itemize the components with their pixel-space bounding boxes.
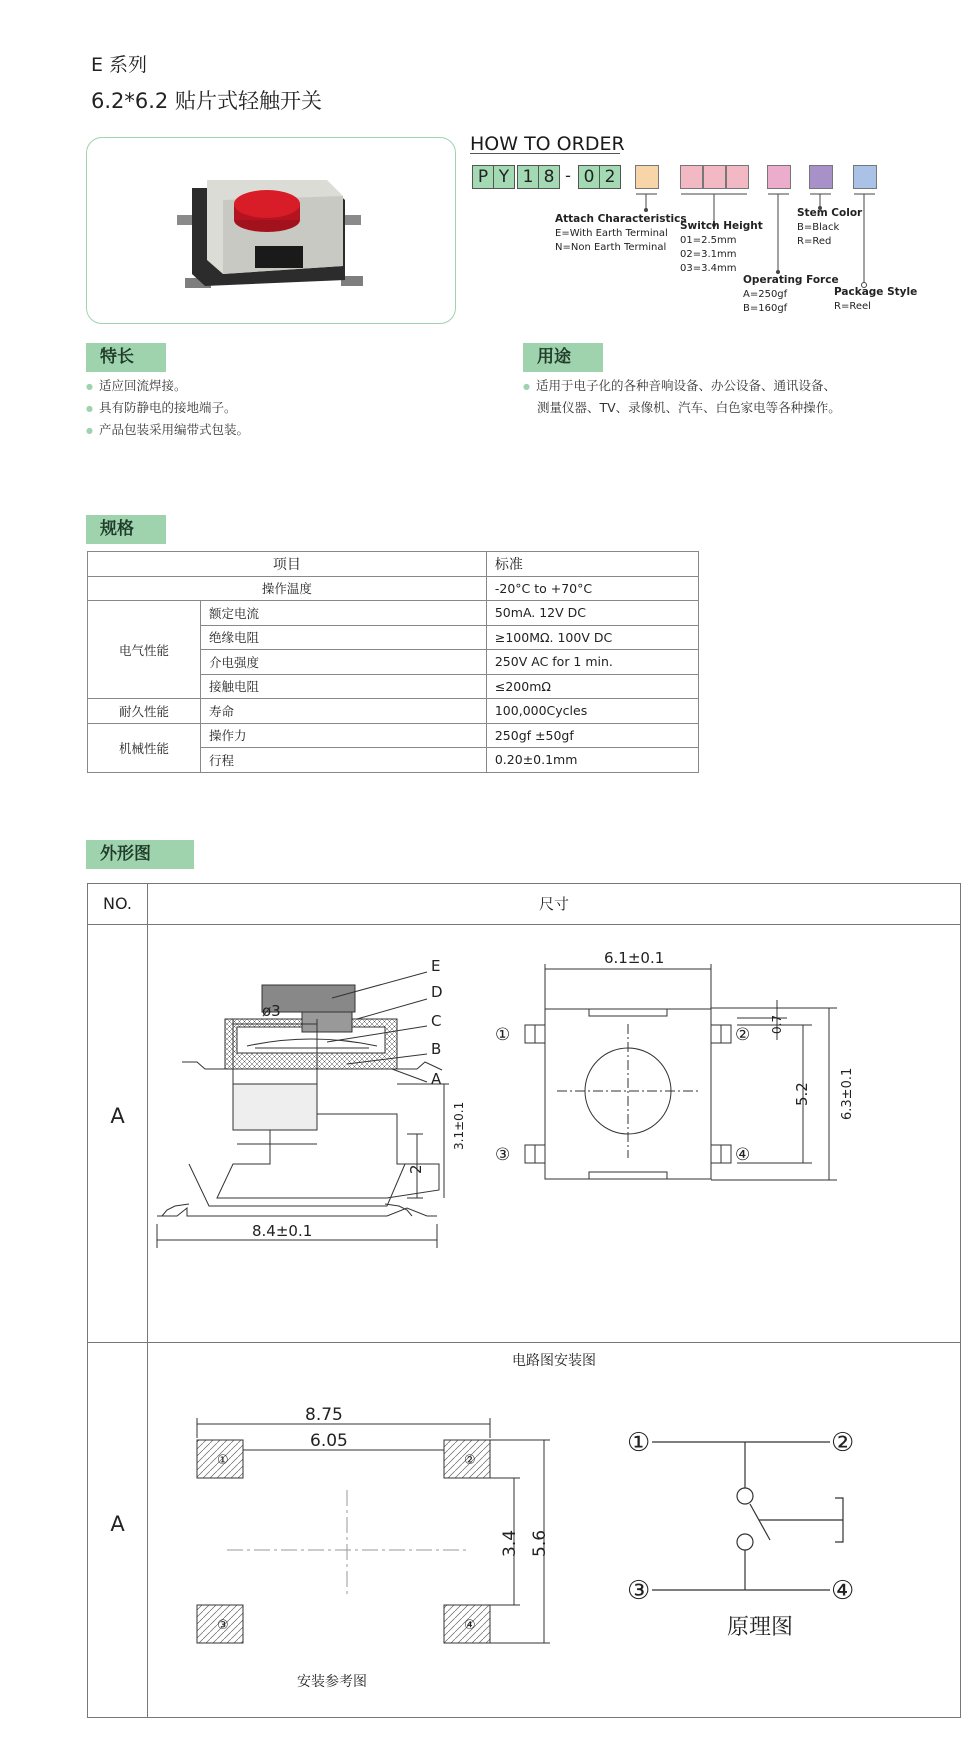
row-divider-2: [88, 1342, 960, 1343]
list-item: ● 产品包装采用编带式包装。: [86, 419, 249, 441]
outline-drawing: [87, 924, 959, 1342]
dim-width-8-4: 8.4±0.1: [252, 1222, 313, 1240]
layer-label-a: A: [431, 1070, 442, 1088]
usage-label: 用途: [523, 343, 603, 372]
list-item: 测量仪器、TV、录像机、汽车、白色家电等各种操作。: [537, 400, 841, 415]
attach-characteristics: Attach Characteristics E=With Earth Terminal N=Non Earth Terminal: [555, 213, 687, 253]
code-char-1: P: [472, 165, 494, 189]
dim-height-2: 2: [407, 1164, 425, 1174]
col-no-header: NO.: [103, 894, 132, 913]
code-char-4: 8: [538, 165, 560, 189]
pin-3-label: ③: [495, 1145, 511, 1165]
table-header-row: [88, 552, 699, 577]
dim-5-2: 5.2: [793, 1082, 811, 1106]
pin-2-label: ②: [735, 1025, 751, 1045]
switch-height: Switch Height 01=2.5mm 02=3.1mm 03=3.4mm: [680, 220, 763, 274]
pin-4-label: ④: [735, 1145, 751, 1165]
pad-2-label: ②: [464, 1453, 476, 1468]
page-title: 6.2*6.2 贴片式轻触开关: [91, 89, 322, 113]
sch-pin-3: ③: [627, 1576, 651, 1606]
pad-1-label: ①: [217, 1453, 229, 1468]
table-row: 机械性能 操作力 250gf ±50gf: [88, 723, 699, 748]
header-item: 项目: [88, 552, 487, 577]
dim-0-7: 0.7: [770, 1014, 784, 1034]
top-view: [525, 1009, 731, 1179]
table-row: 电气性能 额定电流 50mA. 12V DC: [88, 601, 699, 626]
features-label: 特长: [86, 343, 166, 372]
features-list: [86, 375, 249, 441]
table-row: 接触电阻 ≤200mΩ: [88, 674, 699, 699]
row-a-2: A: [110, 1512, 125, 1536]
schematic: [652, 1442, 843, 1590]
spec-label: 规格: [86, 515, 166, 544]
usage-list: [523, 375, 841, 419]
table-row: 行程 0.20±0.1mm: [88, 748, 699, 773]
code-dash: -: [565, 166, 571, 185]
circuit-title: 电路图安装图: [512, 1353, 596, 1369]
package-style: Package Style R=Reel: [834, 286, 918, 312]
row-a-1: A: [110, 1104, 125, 1128]
table-row: 耐久性能 寿命 100,000Cycles: [88, 699, 699, 724]
code-char-2: Y: [493, 165, 515, 189]
circuit-drawing: [147, 1380, 947, 1710]
schematic-caption: 原理图: [727, 1615, 794, 1640]
spec-table: [87, 551, 699, 773]
how-to-order-title: HOW TO ORDER: [470, 133, 625, 155]
outline-label: 外形图: [86, 840, 194, 869]
layer-label-b: B: [431, 1040, 442, 1058]
layer-label-c: C: [431, 1012, 442, 1030]
stem-color: Stem Color B=Black R=Red: [797, 207, 863, 247]
col-size-header: 尺寸: [538, 895, 569, 913]
list-item: ● 适应回流焊接。: [86, 375, 249, 397]
pad-3-label: ③: [217, 1618, 229, 1633]
sch-pin-2: ②: [831, 1428, 855, 1458]
dim-3-4: 3.4: [500, 1529, 520, 1557]
layer-label-e: E: [431, 957, 441, 975]
dim-width-6-1: 6.1±0.1: [604, 949, 665, 967]
series-label: E 系列: [91, 54, 148, 76]
dim-phi: ø3: [262, 1002, 281, 1020]
layer-label-d: D: [431, 983, 443, 1001]
mount-caption: 安装参考图: [297, 1674, 367, 1690]
code-char-3: 1: [517, 165, 539, 189]
dim-5-6: 5.6: [530, 1529, 550, 1557]
dim-6-3: 6.3±0.1: [840, 1067, 855, 1120]
list-item: ● 适用于电子化的各种音响设备、办公设备、通讯设备、: [523, 375, 841, 397]
table-row: 绝缘电阻 ≥100MΩ. 100V DC: [88, 625, 699, 650]
dim-8-75: 8.75: [305, 1405, 343, 1425]
pad-4-label: ④: [464, 1618, 476, 1633]
code-char-5: 0: [578, 165, 600, 189]
pin-1-label: ①: [495, 1025, 511, 1045]
dim-6-05: 6.05: [310, 1431, 348, 1451]
side-view: [157, 1084, 439, 1216]
table-row: 介电强度 250V AC for 1 min.: [88, 650, 699, 675]
list-item: ● 具有防静电的接地端子。: [86, 397, 249, 419]
table-row: 操作温度 -20°C to +70°C: [88, 576, 699, 601]
header-standard: 标准: [486, 552, 698, 577]
dim-height-3-1: 3.1±0.1: [452, 1101, 466, 1150]
sch-pin-4: ④: [831, 1576, 855, 1606]
mount-pads: [197, 1440, 490, 1643]
operating-force: Operating Force A=250gf B=160gf: [743, 274, 839, 314]
sch-pin-1: ①: [627, 1428, 651, 1458]
code-char-6: 2: [599, 165, 621, 189]
